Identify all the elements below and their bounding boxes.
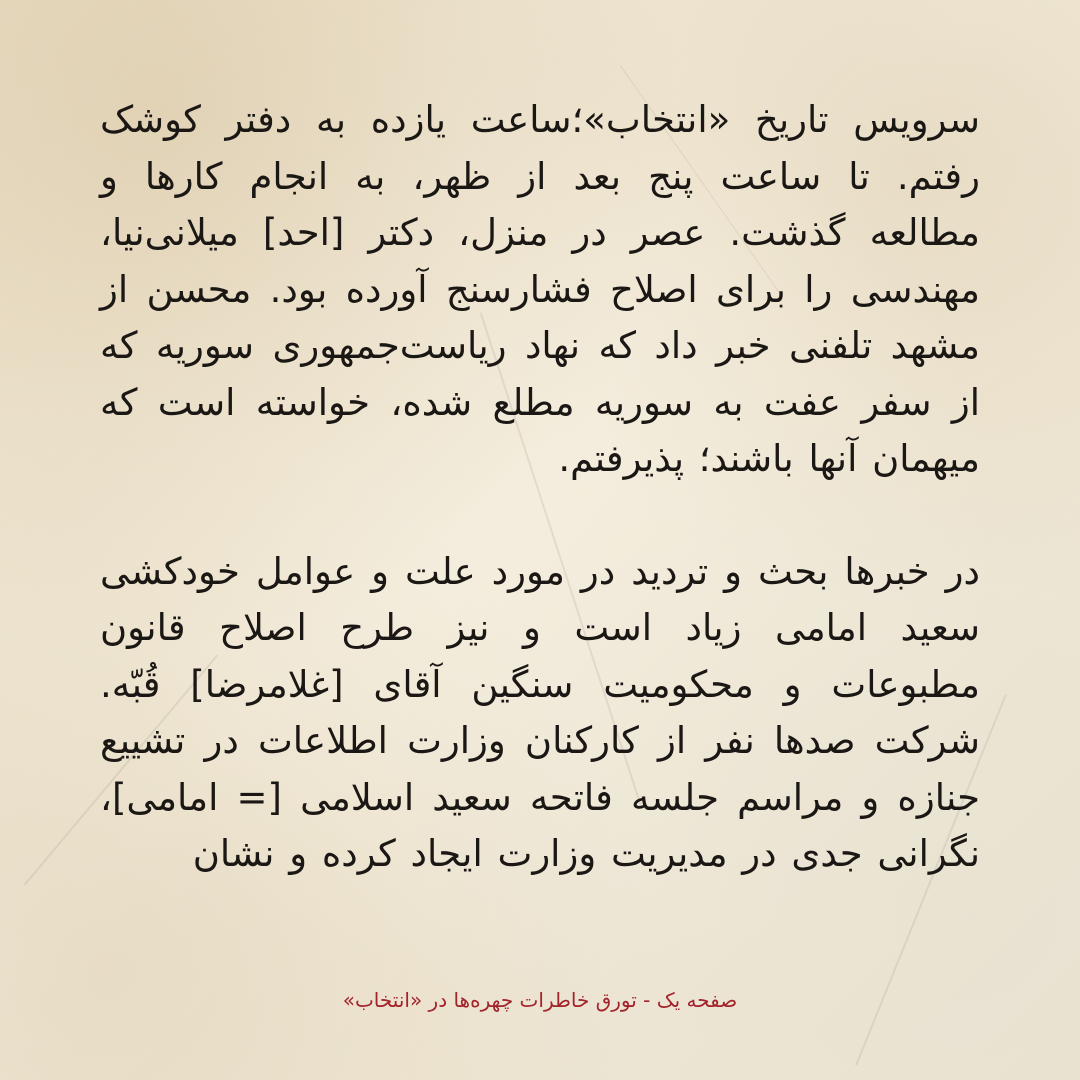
memoir-page-text [100, 92, 980, 883]
paragraph-1: سرویس تاریخ «انتخاب»؛ساعت یازده به دفتر کوشک رفتم. تا ساعت پنج بعد از ظهر، به انجام کارها و مطالعه گذشت. عصر در منزل، دکتر [احد] میلانی‌نیا، مهندسی را برای اصلاح فشارسنج آورده بود. محسن از مشهد تلفنی خبر داد که نهاد ریاست‌جمهوری سوریه که از سفر عفت به سوریه مطلع شده، خواسته است که میهمان آنها باشند؛ پذیرفتم. [100, 98, 980, 480]
page-caption: صفحه یک - تورق خاطرات چهره‌ها در «انتخاب» [342, 988, 738, 1012]
paragraph-2: در خبرها بحث و تردید در مورد علت و عوامل خودکشی سعید امامی زیاد است و نیز طرح اصلاح قانون مطبوعات و محکومیت سنگین آقای [غلامرضا] قُبّه. شرکت صدها نفر از کارکنان وزارت اطلاعات در تشییع جنازه و مراسم جلسه فاتحه سعید اسلامی [= امامی]، نگرانی جدی در مدیریت وزارت ایجاد کرده و نشان [100, 549, 980, 875]
